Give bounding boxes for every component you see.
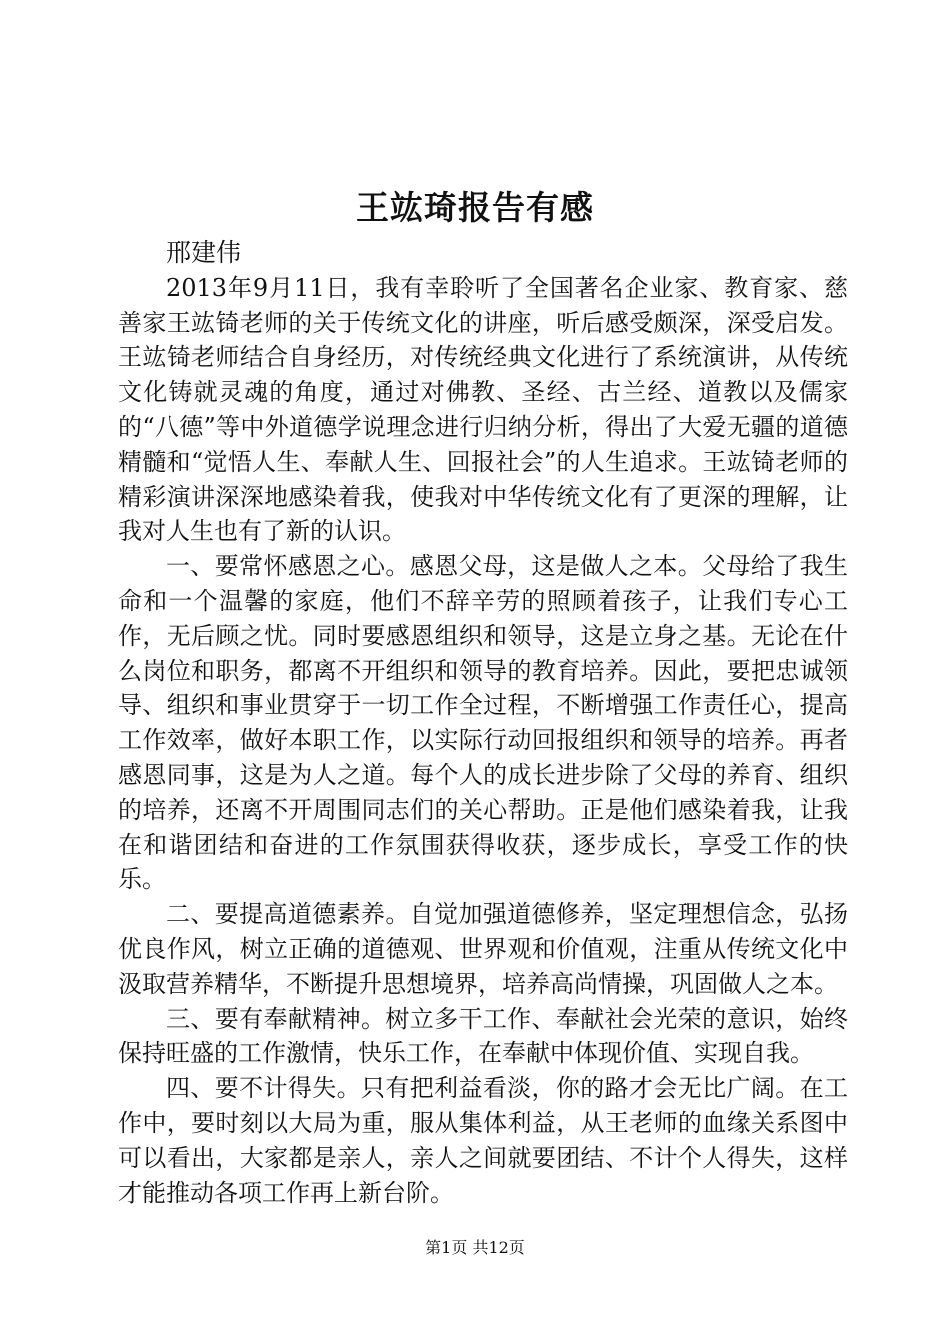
paragraph-dedication: 三、要有奉献精神。树立多干工作、奉献社会光荣的意识，始终保持旺盛的工作激情，快乐工作，在奉献中体现价值、实现自我。	[118, 1004, 848, 1068]
page-number-footer: 第1页 共12页	[425, 1238, 525, 1257]
document-body	[118, 236, 848, 1210]
author-name: 邢建伟	[166, 238, 242, 267]
paragraph-selflessness: 四、要不计得失。只有把利益看淡，你的路才会无比广阔。在工作中，要时刻以大局为重，服从集体利益，从王老师的血缘关系图中可以看出，大家都是亲人，亲人之间就要团结、不计个人得失，这样才能推动各项工作再上新台阶。	[118, 1074, 848, 1207]
paragraph-gratitude: 一、要常怀感恩之心。感恩父母，这是做人之本。父母给了我生命和一个温馨的家庭，他们不辞辛劳的照顾着孩子，让我们专心工作，无后顾之忧。同时要感恩组织和领导，这是立身之基。无论在什么岗位和职务，都离不开组织和领导的教育培养。因此，要把忠诚领导、组织和事业贯穿于一切工作全过程，不断增强工作责任心，提高工作效率，做好本职工作，以实际行动回报组织和领导的培养。再者感恩同事，这是为人之道。每个人的成长进步除了父母的养育、组织的培养，还离不开周围同志们的关心帮助。正是他们感染着我，让我在和谐团结和奋进的工作氛围获得收获，逐步成长，享受工作的快乐。	[118, 552, 848, 894]
document-title: 王竑琦报告有感	[356, 188, 594, 227]
paragraph-morality: 二、要提高道德素养。自觉加强道德修养，坚定理想信念，弘扬优良作风，树立正确的道德观、世界观和价值观，注重从传统文化中汲取营养精华，不断提升思想境界，培养高尚情操，巩固做人之本。	[118, 900, 848, 998]
paragraph-intro: 2013年9月11日，我有幸聆听了全国著名企业家、教育家、慈善家王竑锜老师的关于传统文化的讲座，听后感受颇深，深受启发。王竑锜老师结合自身经历，对传统经典文化进行了系统演讲，从传统文化铸就灵魂的角度，通过对佛教、圣经、古兰经、道教以及儒家的“八德”等中外道德学说理念进行归纳分析，得出了大爱无疆的道德精髓和“觉悟人生、奉献人生、回报社会”的人生追求。王竑锜老师的精彩演讲深深地感染着我，使我对中华传统文化有了更深的理解，让我对人生也有了新的认识。	[118, 273, 848, 546]
